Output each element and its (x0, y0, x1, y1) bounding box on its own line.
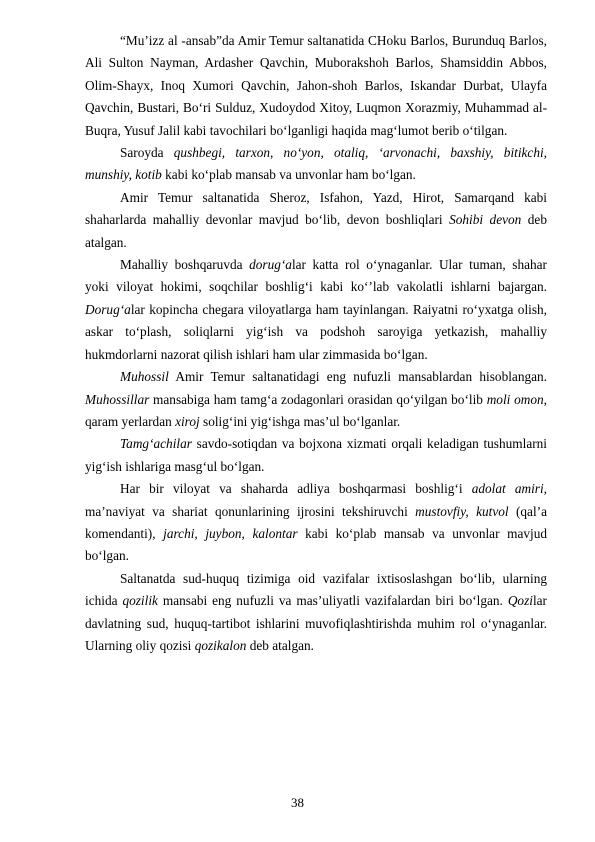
paragraph-7 (85, 478, 547, 568)
text-run: , qaram yerlardan (85, 391, 547, 429)
text-run: (qal’a komendanti), (85, 503, 547, 541)
text-run: Amir Temur saltanatidagi eng nufuzli mansablardan hisoblangan. (168, 369, 547, 385)
italic-term: qushbegi, tarxon, no‘yon, otaliq, ‘arvonachi, baxshiy, bitikchi, munshiy, kotib (85, 145, 548, 183)
text-run: “Mu’izz al -ansab”da Amir Temur saltanatida CHoku Barlos, Burunduq Barlos, Ali Sulton Nayman, Ardasher Qavchin, Muborakshoh Barlos, Shamsiddin Abbos, Olim-Shayx, Inoq Xumori Qavchin, Jahon-shoh Barlos, Iskandar Durbat, Ulayfa Qavchin, Bustari, Bo‘ri Sulduz, Xudoydod Xitoy, Luqmon Xorazmiy, Muhammad al-Buqra, Yusuf Jalil kabi tavochilari bo‘lganligi haqida mag‘lumot berib o‘tilgan. (85, 33, 547, 138)
italic-term: Dorug‘a (85, 301, 131, 317)
page-number: 38 (291, 795, 304, 810)
italic-term: jarchi, juybon, kalontar (163, 525, 298, 541)
text-run: solig‘ini yig‘ishga mas’ul bo‘lganlar. (199, 413, 401, 429)
text-run: Saroyda (120, 145, 174, 161)
italic-term: Muhossillar (85, 391, 150, 407)
italic-term: qozilik (122, 593, 158, 609)
paragraph-1 (85, 30, 547, 142)
text-run: kabi ko‘plab mansab va unvonlar mavjud bo‘lgan. (85, 525, 547, 564)
italic-term: Sohibi devon (449, 212, 522, 228)
italic-term: qozikalon (194, 637, 247, 653)
italic-term: Muhossil (120, 369, 169, 385)
text-run: savdo-sotiqdan va bojxona xizmati orqali keladigan tushumlarni yig‘ish ishlariga masg‘ul bo‘lgan. (85, 436, 547, 474)
text-run: Saltanatda sud-huquq tizimiga oid vazifalar ixtisoslashgan bo‘lib, ularning ichida (85, 570, 547, 609)
text-run: mansabiga ham tamg‘a zodagonlari orasidan qo‘yilgan bo‘lib (149, 391, 487, 407)
text-run: Mahalliy boshqaruvda (120, 257, 250, 273)
text-run: kabi ko‘plab mansab va unvonlar ham bo‘lgan. (161, 167, 416, 183)
text-run: Amir Temur saltanatida Sheroz, Isfahon, Yazd, Hirot, Samarqand kabi shaharlarda mahalliy devonlar mavjud bo‘lib, devon boshliqlari (85, 189, 547, 228)
text-run: ma’naviyat va shariat qonunlarining ijrosini tekshiruvchi (85, 503, 416, 519)
text-run: lar davlatning sud, huquq-tartibot ishlarini muvofiqlashtirishda muhim rol o‘ynaganlar. Ularning oliy qozisi (85, 593, 547, 653)
paragraph-5 (85, 366, 547, 433)
paragraph-2 (85, 142, 547, 187)
italic-term: moli omon (486, 391, 544, 407)
paragraph-6 (85, 433, 547, 478)
italic-term: adolat amiri, (471, 481, 548, 497)
text-run: mansabi eng nufuzli va mas’uliyatli vazifalardan biri bo‘lgan. (157, 593, 508, 609)
text-run: Har bir viloyat va shaharda adliya boshqarmasi boshlig‘i (120, 481, 472, 497)
italic-term: xiroj (175, 413, 200, 429)
paragraph-4 (85, 254, 547, 366)
paragraph-8 (85, 568, 547, 658)
italic-term: mustovfiy, kutvol (415, 503, 509, 519)
paragraph-3 (85, 187, 547, 254)
italic-term: Qozi (507, 593, 533, 609)
text-run: deb atalgan. (246, 637, 314, 653)
text-run: deb atalgan. (85, 212, 547, 250)
text-run: lar kopincha chegara viloyatlarga ham tayinlangan. Raiyatni ro‘yxatga olish, askar to‘plash, soliqlarni yig‘ish va podshoh saroyiga yetkazish, mahalliy hukmdorlarni nazorat qilish ishlari ham ular zimmasida bo‘lgan. (85, 301, 547, 362)
text-run: lar katta rol o‘ynaganlar. Ular tuman, shahar yoki viloyat hokimi, soqchilar boshlig‘i kabi ko‘’lab vakolatli ishlarni bajargan. (85, 257, 547, 295)
italic-term: dorug‘a (249, 257, 292, 273)
italic-term: Tamg‘achilar (120, 436, 192, 452)
